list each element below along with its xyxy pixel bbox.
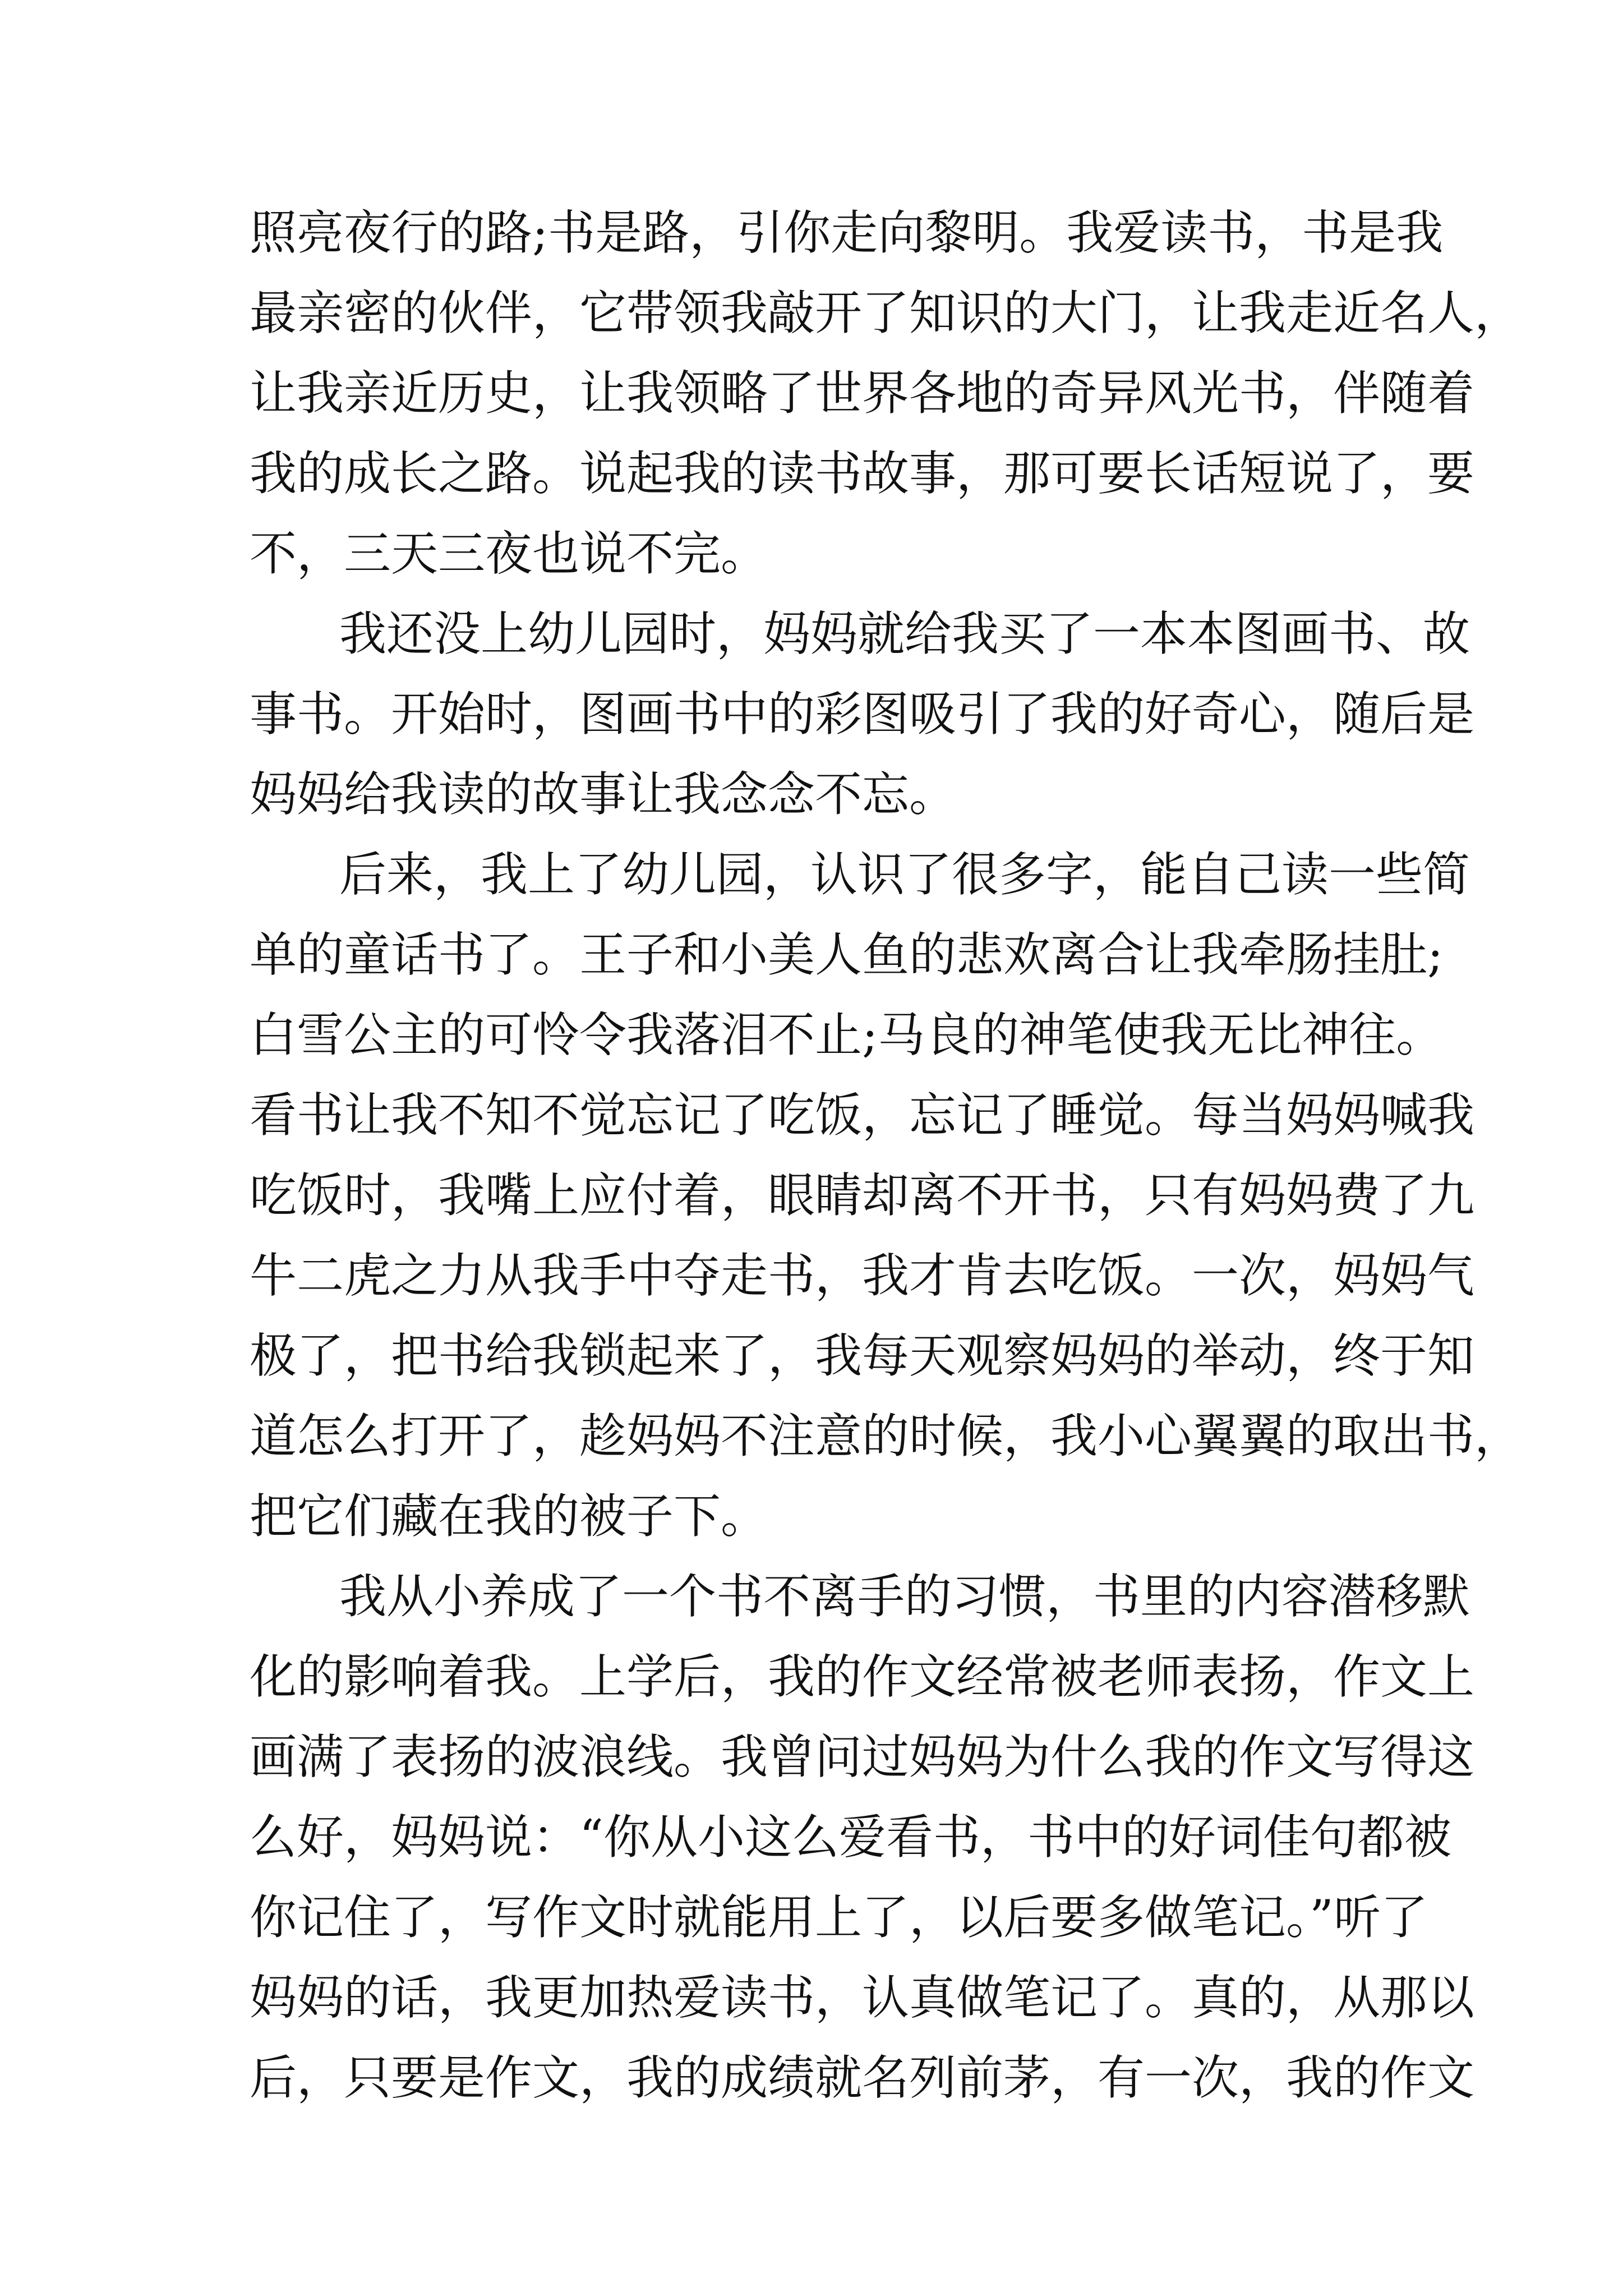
text-line: 妈妈的话，我更加热爱读书，认真做笔记了。真的，从那以	[250, 1970, 1475, 2025]
text-line: 妈妈给我读的故事让我念念不忘。	[250, 767, 957, 822]
text-line: 白雪公主的可怜令我落泪不止;马良的神笔使我无比神往。	[250, 1007, 1444, 1062]
text-line: 让我亲近历史，让我领略了世界各地的奇异风光书，伴随着	[250, 366, 1475, 421]
text-line: 你记住了，写作文时就能用上了，以后要多做笔记。”听了	[250, 1890, 1428, 1945]
text-line: 道怎么打开了，趁妈妈不注意的时候，我小心翼翼的取出书，	[250, 1409, 1522, 1464]
text-line: 看书让我不知不觉忘记了吃饭，忘记了睡觉。每当妈妈喊我	[250, 1088, 1475, 1143]
text-line: 吃饭时，我嘴上应付着，眼睛却离不开书，只有妈妈费了九	[250, 1168, 1475, 1223]
text-line: 牛二虎之力从我手中夺走书，我才肯去吃饭。一次，妈妈气	[250, 1248, 1475, 1303]
text-line: 事书。开始时，图画书中的彩图吸引了我的好奇心，随后是	[250, 687, 1475, 742]
text-line: 把它们藏在我的被子下。	[250, 1489, 768, 1544]
text-line: 后，只要是作文，我的成绩就名列前茅，有一次，我的作文	[250, 2050, 1475, 2105]
paragraph-first-line: 我还没上幼儿园时，妈妈就给我买了一本本图画书、故	[339, 606, 1470, 661]
text-line: 画满了表扬的波浪线。我曾问过妈妈为什么我的作文写得这	[250, 1729, 1475, 1784]
paragraph-first-line: 后来，我上了幼儿园，认识了很多字，能自己读一些简	[339, 847, 1470, 902]
paragraph-first-line: 我从小养成了一个书不离手的习惯，书里的内容潜移默	[339, 1569, 1470, 1624]
text-line: 么好，妈妈说：“你从小这么爱看书，书中的好词佳句都被	[250, 1810, 1451, 1865]
text-line: 照亮夜行的路;书是路，引你走向黎明。我爱读书，书是我	[250, 205, 1444, 260]
text-line: 最亲密的伙伴，它带领我敲开了知识的大门，让我走近名人，	[250, 286, 1522, 341]
text-line: 不，三天三夜也说不完。	[250, 526, 768, 581]
text-line: 单的童话书了。王子和小美人鱼的悲欢离合让我牵肠挂肚;	[250, 927, 1444, 982]
text-line: 极了，把书给我锁起来了，我每天观察妈妈的举动，终于知	[250, 1328, 1475, 1383]
body-text	[250, 193, 1522, 2118]
text-line: 化的影响着我。上学后，我的作文经常被老师表扬，作文上	[250, 1649, 1475, 1704]
text-line: 我的成长之路。说起我的读书故事，那可要长话短说了，要	[250, 446, 1475, 501]
